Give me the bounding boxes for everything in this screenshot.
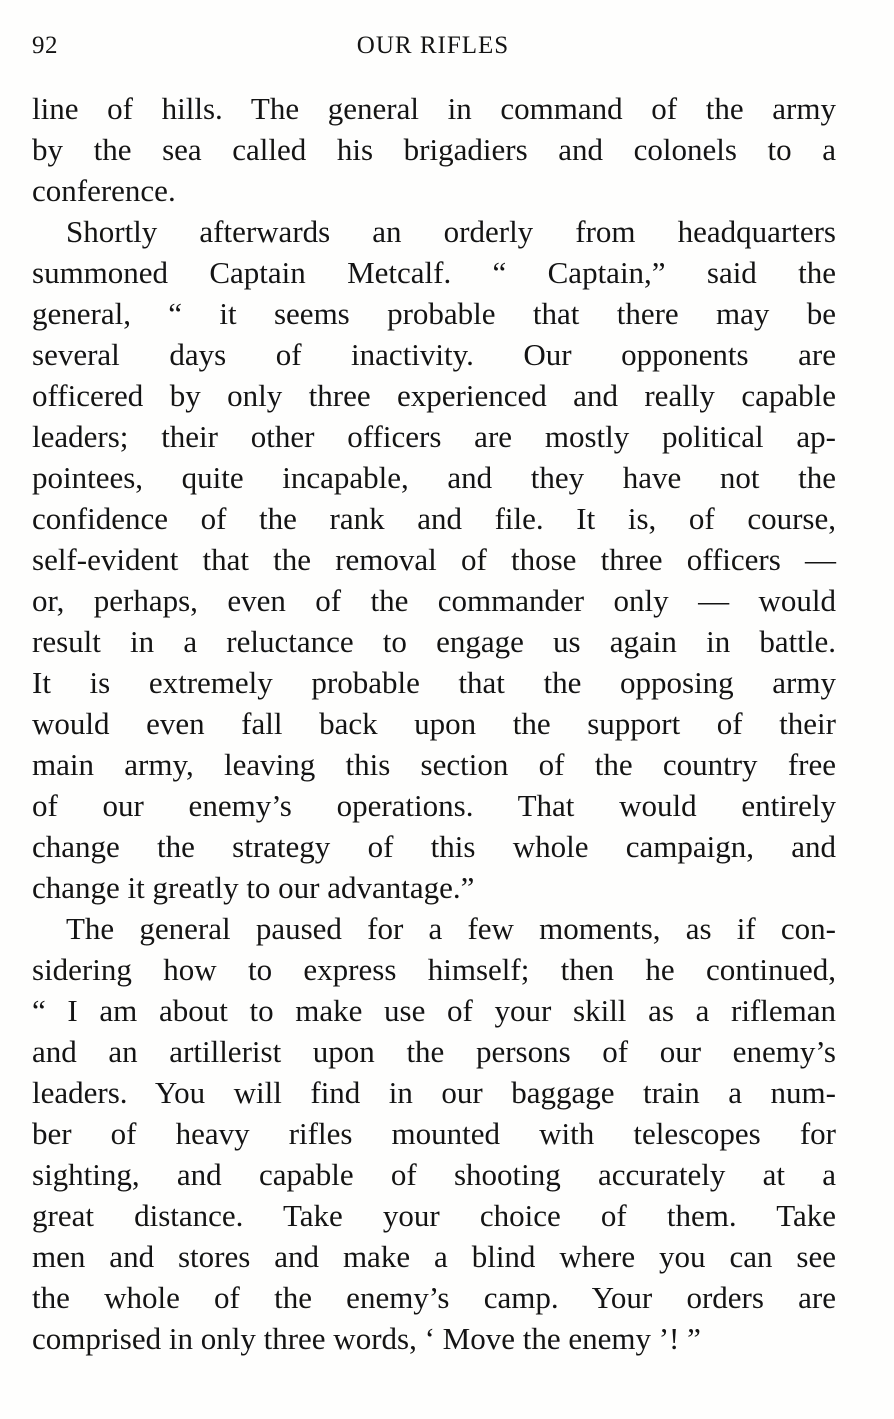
paragraph: [32, 908, 836, 1359]
body-text: [32, 88, 836, 1359]
text-line: The general paused for a few moments, as if con-: [66, 911, 836, 946]
text-line: line of hills. The general in command of the army: [32, 91, 836, 126]
text-line: pointees, quite incapable, and they have not the: [32, 460, 836, 495]
paragraph: [32, 211, 836, 908]
text-line: and an artillerist upon the persons of our enemy’s: [32, 1034, 836, 1069]
text-line: self-evident that the removal of those three officers —: [32, 542, 836, 577]
text-line: result in a reluctance to engage us again in battle.: [32, 624, 836, 659]
paragraph: [32, 88, 836, 211]
running-head: [32, 32, 834, 66]
text-line: of our enemy’s operations. That would entirely: [32, 788, 836, 823]
text-line: “ I am about to make use of your skill as a rifleman: [32, 993, 836, 1028]
text-line: change the strategy of this whole campaign, and: [32, 829, 836, 864]
running-title: OUR RIFLES: [356, 32, 510, 59]
text-line: officered by only three experienced and really capable: [32, 378, 836, 413]
text-line: It is extremely probable that the opposing army: [32, 665, 836, 700]
text-line: several days of inactivity. Our opponents are: [32, 337, 836, 372]
text-line: Shortly afterwards an orderly from headquarters: [66, 214, 836, 249]
text-line: change it greatly to our advantage.”: [32, 870, 475, 905]
text-line: comprised in only three words, ‘ Move the enemy ’! ”: [32, 1321, 701, 1356]
text-line: or, perhaps, even of the commander only — would: [32, 583, 836, 618]
text-line: would even fall back upon the support of their: [32, 706, 836, 741]
text-line: sidering how to express himself; then he continued,: [32, 952, 836, 987]
text-line: leaders. You will find in our baggage train a num-: [32, 1075, 836, 1110]
text-line: confidence of the rank and file. It is, of course,: [32, 501, 836, 536]
text-line: summoned Captain Metcalf. “ Captain,” said the: [32, 255, 836, 290]
text-line: conference.: [32, 173, 176, 208]
page-number: 92: [32, 32, 58, 59]
text-line: men and stores and make a blind where you can see: [32, 1239, 836, 1274]
text-line: the whole of the enemy’s camp. Your orders are: [32, 1280, 836, 1315]
text-line: leaders; their other officers are mostly political ap-: [32, 419, 836, 454]
text-line: main army, leaving this section of the country free: [32, 747, 836, 782]
text-line: ber of heavy rifles mounted with telescopes for: [32, 1116, 836, 1151]
text-line: general, “ it seems probable that there may be: [32, 296, 836, 331]
text-line: by the sea called his brigadiers and colonels to a: [32, 132, 836, 167]
text-line: sighting, and capable of shooting accurately at a: [32, 1157, 836, 1192]
text-line: great distance. Take your choice of them. Take: [32, 1198, 836, 1233]
